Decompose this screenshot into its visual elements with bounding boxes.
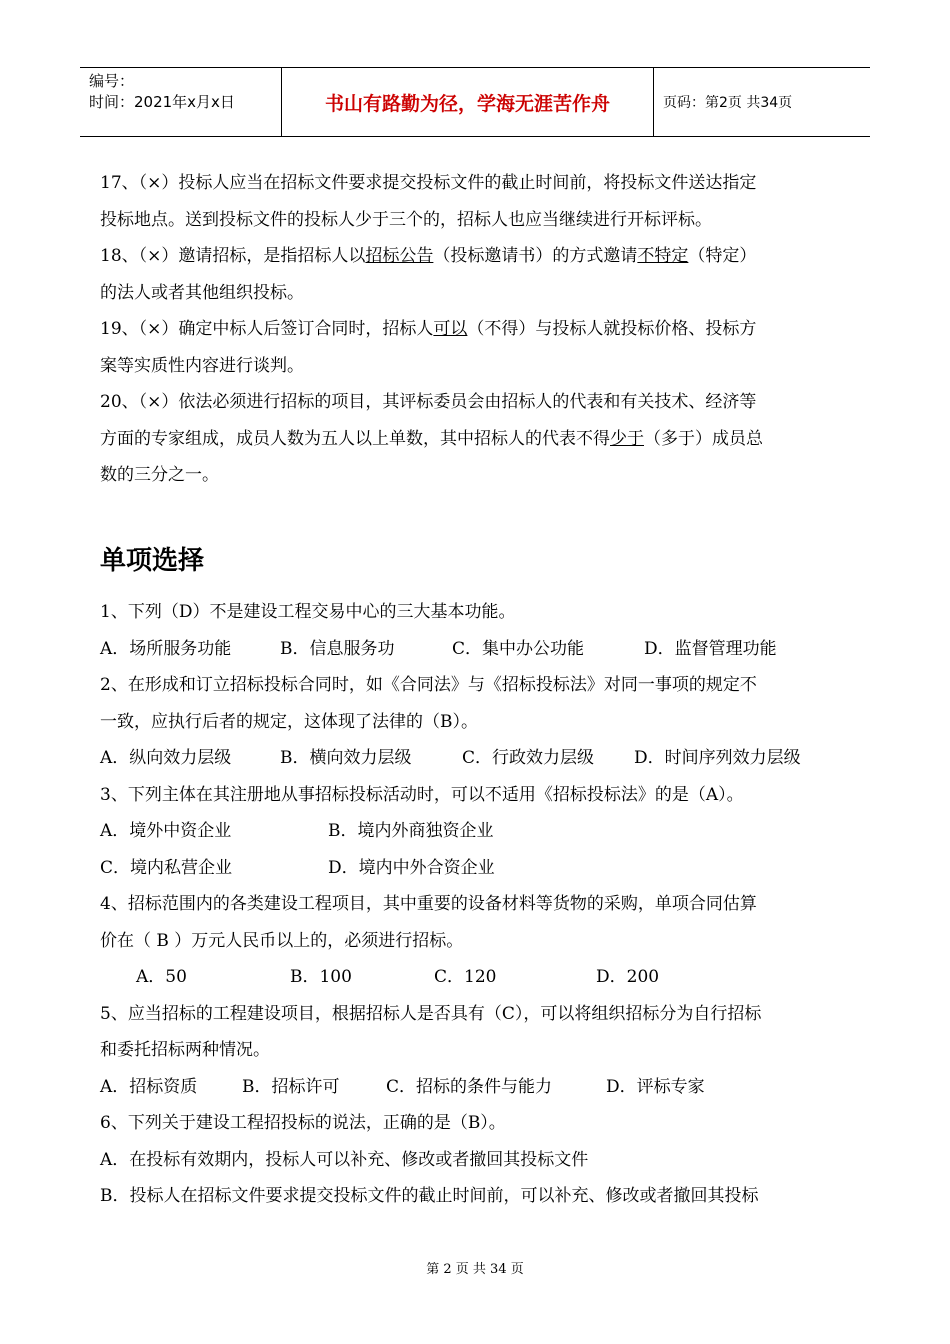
q4-line2: 价在（ B ）万元人民币以上的，必须进行招标。	[100, 930, 464, 951]
q2-option-b: B．横向效力层级	[280, 748, 412, 768]
j18-text-b: （投标邀请书）的方式邀请	[433, 246, 638, 266]
j18-text-c: （特定）	[688, 246, 757, 266]
q3-text: 3、下列主体在其注册地从事招标投标活动时，可以不适用《招标投标法》的是（A）。	[100, 784, 744, 805]
j18-underline-2: 不特定	[637, 246, 689, 266]
judgement-17-line1: 17、（×）投标人应当在招标文件要求提交投标文件的截止时间前，将投标文件送达指定	[100, 173, 757, 193]
header-meta	[80, 68, 282, 136]
judgement-17-line2: 投标地点。送到投标文件的投标人少于三个的，招标人也应当继续进行开标评标。	[100, 209, 712, 230]
q4-line1: 4、招标范围内的各类建设工程项目，其中重要的设备材料等货物的采购，单项合同估算	[100, 894, 757, 914]
q2-option-a: A．纵向效力层级	[100, 748, 232, 768]
header-page-code: 页码：第2页 共34页	[663, 95, 793, 111]
q5-options	[100, 1069, 852, 1106]
header-time-label: 时间：2021年x月x日	[89, 93, 235, 111]
q3-option-a: A．境外中资企业	[100, 821, 232, 841]
q6-text: 6、下列关于建设工程招投标的说法，正确的是（B）。	[100, 1113, 506, 1133]
judgement-19-line2: 案等实质性内容进行谈判。	[100, 355, 304, 376]
q1-option-d: D．监督管理功能	[644, 638, 777, 659]
q5-line2: 和委托招标两种情况。	[100, 1040, 270, 1060]
q1-options	[100, 631, 852, 668]
header-number-label: 编号：	[89, 72, 135, 90]
judgement-18-line2: 的法人或者其他组织投标。	[100, 282, 304, 303]
q2-line2: 一致，应执行后者的规定，这体现了法律的（B）。	[100, 711, 478, 732]
q3-option-b: B．境内外商独资企业	[328, 821, 494, 841]
q5-option-a: A．招标资质	[100, 1076, 198, 1097]
q2-options	[100, 740, 852, 777]
q4-option-a: A．50	[136, 967, 187, 987]
q3-option-d: D．境内中外合资企业	[328, 857, 495, 878]
q3-option-c: C．境内私营企业	[100, 857, 233, 878]
q5-option-c: C．招标的条件与能力	[386, 1076, 553, 1097]
q6-option-a: A．在投标有效期内，投标人可以补充、修改或者撤回其投标文件	[100, 1149, 589, 1170]
q1-option-b: B．信息服务功	[280, 638, 395, 659]
q2-option-c: C．行政效力层级	[462, 748, 595, 768]
j20-text-b: （多于）成员总	[644, 428, 763, 449]
judgement-19-line1	[100, 311, 852, 348]
q1-option-a: A．场所服务功能	[100, 638, 232, 659]
q1-text: 1、下列（D）不是建设工程交易中心的三大基本功能。	[100, 602, 516, 622]
judgement-section	[100, 165, 852, 494]
page-footer: 第 2 页 共 34 页	[426, 1262, 524, 1277]
q5-option-d: D．评标专家	[606, 1076, 705, 1097]
q4-options	[100, 959, 852, 996]
q4-option-c: C．120	[434, 967, 497, 987]
q5-line1: 5、应当招标的工程建设项目，根据招标人是否具有（C），可以将组织招标分为自行招标	[100, 1003, 762, 1024]
header-motto: 书山有路勤为径，学海无涯苦作舟	[282, 68, 654, 136]
judgement-18-line1	[100, 238, 852, 275]
judgement-20-line1: 20、（×）依法必须进行招标的项目，其评标委员会由招标人的代表和有关技术、经济等	[100, 392, 757, 412]
q4-option-b: B．100	[290, 967, 352, 987]
q1-option-c: C．集中办公功能	[452, 638, 585, 659]
section-title: 单项选择	[100, 546, 205, 576]
q5-option-b: B．招标许可	[242, 1076, 340, 1097]
q2-option-d: D．时间序列效力层级	[634, 748, 801, 768]
j20-text-a: 方面的专家组成，成员人数为五人以上单数，其中招标人的代表不得	[100, 428, 610, 449]
j19-text-a: 19、（×）确定中标人后签订合同时，招标人	[100, 319, 434, 339]
q4-option-d: D．200	[596, 967, 660, 987]
q2-line1: 2、在形成和订立招标投标合同时，如《合同法》与《招标投标法》对同一事项的规定不	[100, 675, 757, 695]
q6-option-b: B．投标人在招标文件要求提交投标文件的截止时间前，可以补充、修改或者撤回其投标	[100, 1186, 759, 1206]
page-header	[80, 67, 870, 137]
j19-text-b: （不得）与投标人就投标价格、投标方	[467, 319, 757, 339]
q3-options-row1	[100, 813, 852, 850]
judgement-20-line2	[100, 421, 852, 458]
choice-section	[100, 594, 852, 1215]
j19-underline-1: 可以	[433, 319, 468, 339]
q3-options-row2	[100, 850, 852, 887]
j18-text-a: 18、（×）邀请招标，是指招标人以	[100, 246, 366, 266]
judgement-20-line3: 数的三分之一。	[100, 465, 219, 485]
j20-underline: 少于	[610, 428, 644, 449]
j18-underline-1: 招标公告	[365, 246, 434, 266]
